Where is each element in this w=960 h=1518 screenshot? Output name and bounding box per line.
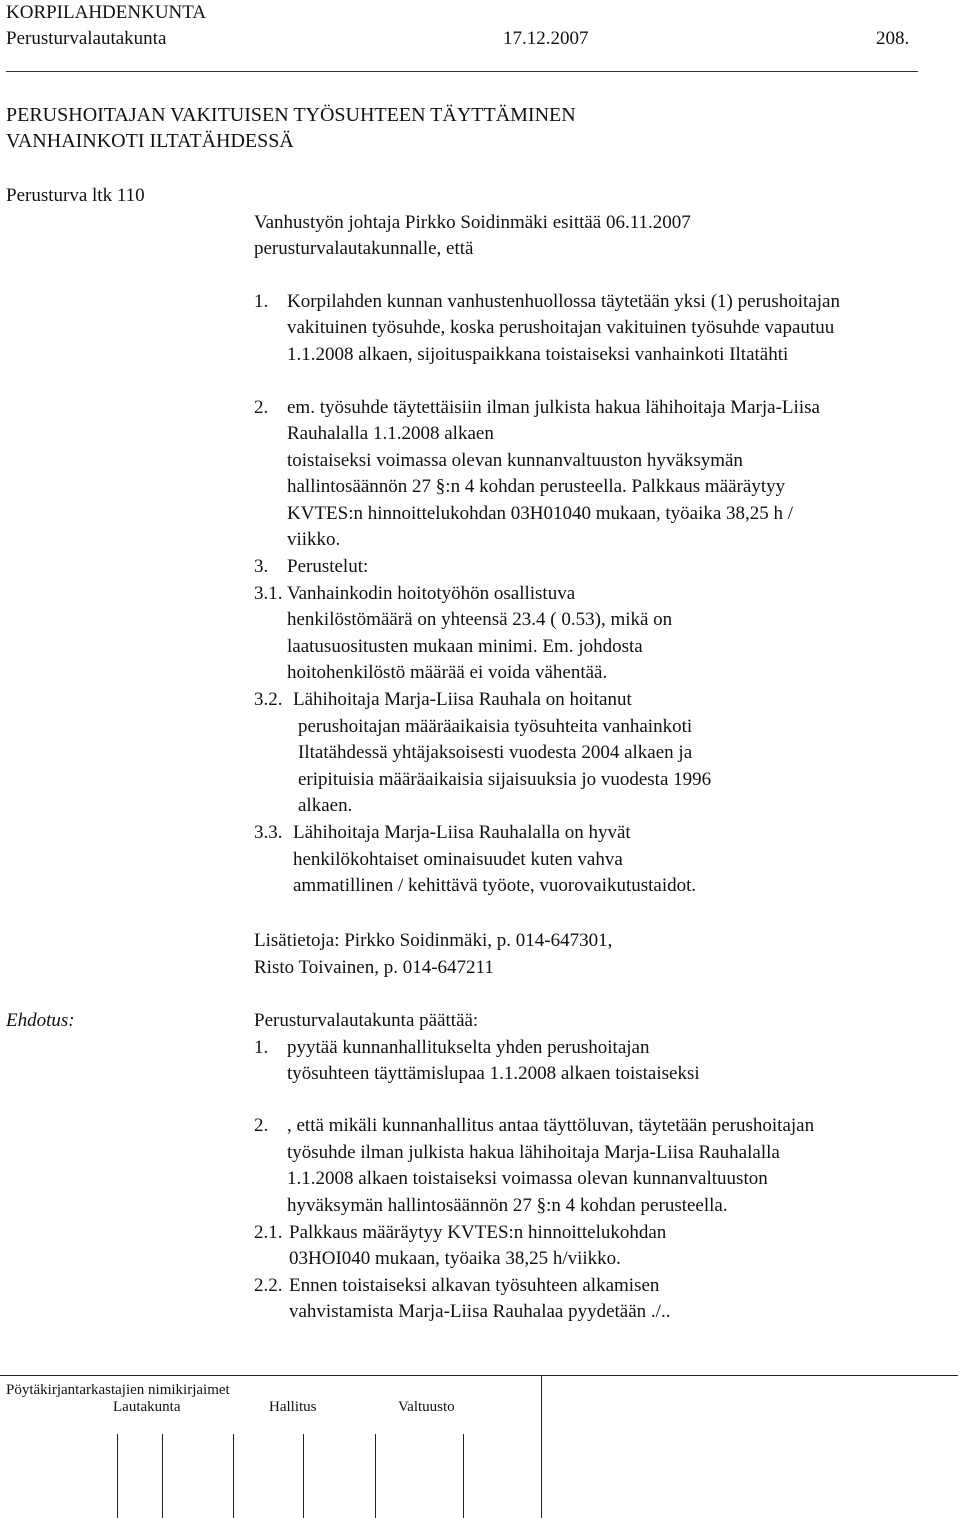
item2-line6: viikko. (287, 529, 341, 550)
item3-3-number: 3.3. (254, 822, 283, 843)
proposal-2-2-line1: Ennen toistaiseksi alkavan työsuhteen alkamisen (289, 1275, 660, 1296)
proposal-label: Ehdotus: (6, 1010, 75, 1031)
item3-3-line1: Lähihoitaja Marja-Liisa Rauhalalla on hyvät (293, 822, 631, 843)
item1-line1: Korpilahden kunnan vanhustenhuollossa täytetään yksi (1) perushoitajan (287, 291, 840, 312)
item3-number: 3. (254, 556, 269, 577)
proposal-1-line1: pyytää kunnanhallitukselta yhden perushoitajan (287, 1037, 650, 1058)
proposal-2-line4: hyväksymän hallintosäännön 27 §:n 4 kohdan perusteella. (287, 1195, 728, 1216)
proposal-2-number: 2. (254, 1115, 269, 1136)
item3-1-line2: henkilöstömäärä on yhteensä 23.4 ( 0.53), mikä on (287, 609, 673, 630)
proposal-2-line3: 1.1.2008 alkaen toistaiseksi voimassa olevan kunnanvaltuuston (287, 1168, 768, 1189)
signature-line-2 (162, 1434, 163, 1518)
footer-separator (541, 1376, 542, 1518)
footer-title: Pöytäkirjantarkastajien nimikirjaimet (6, 1382, 230, 1398)
proposal-2-2-number: 2.2. (254, 1275, 283, 1296)
item1-line2: vakituinen työsuhde, koska perushoitajan vakituinen työsuhde vapautuu (287, 317, 835, 338)
item3-2-line1: Lähihoitaja Marja-Liisa Rauhala on hoitanut (293, 689, 632, 710)
proposal-2-line1: , että mikäli kunnanhallitus antaa täyttöluvan, täytetään perushoitajan (287, 1115, 815, 1136)
item3-2-line3: Iltatähdessä yhtäjaksoisesti vuodesta 2004 alkaen ja (298, 742, 693, 763)
intro-line2: perusturvalautakunnalle, että (254, 238, 474, 259)
footer-col-hallitus: Hallitus (269, 1399, 317, 1415)
contact-line2: Risto Toivainen, p. 014-647211 (254, 957, 494, 978)
item2-line1: em. työsuhde täytettäisiin ilman julkista hakua lähihoitaja Marja-Liisa (287, 397, 820, 418)
item2-line3: toistaiseksi voimassa olevan kunnanvaltuuston hyväksymän (287, 450, 743, 471)
page-number: 208. (876, 28, 910, 49)
proposal-2-1-number: 2.1. (254, 1222, 283, 1243)
document-title-line1: PERUSHOITAJAN VAKITUISEN TYÖSUHTEEN TÄYTTÄMINEN (6, 104, 576, 126)
item3-2-number: 3.2. (254, 689, 283, 710)
proposal-2-2-line2: vahvistamista Marja-Liisa Rauhalaa pyydetään ./.. (289, 1301, 671, 1322)
item3-1-number: 3.1. (254, 583, 283, 604)
proposal-2-line2: työsuhde ilman julkista hakua lähihoitaja Marja-Liisa Rauhalalla (287, 1142, 780, 1163)
item2-line4: hallintosäännön 27 §:n 4 kohdan perusteella. Palkkaus määräytyy (287, 476, 786, 497)
intro-line1: Vanhustyön johtaja Pirkko Soidinmäki esittää 06.11.2007 (254, 212, 691, 233)
footer-col-lautakunta: Lautakunta (113, 1399, 181, 1415)
item2-line5: KVTES:n hinnoittelukohdan 03H01040 mukaan, työaika 38,25 h / (287, 503, 794, 524)
signature-line-1 (117, 1434, 118, 1518)
item3-1-line3: laatusuositusten mukaan minimi. Em. johdosta (287, 636, 643, 657)
proposal-2-1-line2: 03HOI040 mukaan, työaika 38,25 h/viikko. (289, 1248, 621, 1269)
section-reference: Perusturva ltk 110 (6, 185, 145, 206)
item3-label: Perustelut: (287, 556, 369, 577)
item1-number: 1. (254, 291, 269, 312)
signature-line-6 (463, 1434, 464, 1518)
proposal-2-1-line1: Palkkaus määräytyy KVTES:n hinnoittelukohdan (289, 1222, 667, 1243)
proposal-heading: Perusturvalautakunta päättää: (254, 1010, 479, 1031)
header-rule (6, 71, 918, 72)
signature-line-3 (233, 1434, 234, 1518)
organization-name: KORPILAHDENKUNTA (6, 2, 207, 23)
footer-rule (0, 1375, 958, 1376)
item3-2-line4: eripituisia määräaikaisia sijaisuuksia jo vuodesta 1996 (298, 769, 712, 790)
footer-col-valtuusto: Valtuusto (398, 1399, 455, 1415)
contact-line1: Lisätietoja: Pirkko Soidinmäki, p. 014-647301, (254, 930, 613, 951)
item3-1-line4: hoitohenkilöstö määrää ei voida vähentää. (287, 662, 608, 683)
item2-line2: Rauhalalla 1.1.2008 alkaen (287, 423, 494, 444)
item3-2-line2: perushoitajan määräaikaisia työsuhteita vanhainkoti (298, 716, 693, 737)
board-name: Perusturvalautakunta (6, 28, 167, 49)
signature-line-4 (303, 1434, 304, 1518)
item1-line3: 1.1.2008 alkaen, sijoituspaikkana toistaiseksi vanhainkoti Iltatähti (287, 344, 789, 365)
meeting-date: 17.12.2007 (503, 28, 589, 49)
document-title-line2: VANHAINKOTI ILTATÄHDESSÄ (6, 130, 294, 152)
item3-3-line2: henkilökohtaiset ominaisuudet kuten vahva (293, 849, 623, 870)
item2-number: 2. (254, 397, 269, 418)
item3-3-line3: ammatillinen / kehittävä työote, vuorovaikutustaidot. (293, 875, 697, 896)
proposal-1-line2: työsuhteen täyttämislupaa 1.1.2008 alkaen toistaiseksi (287, 1063, 700, 1084)
item3-1-line1: Vanhainkodin hoitotyöhön osallistuva (287, 583, 576, 604)
signature-line-5 (375, 1434, 376, 1518)
item3-2-line5: alkaen. (298, 795, 353, 816)
proposal-1-number: 1. (254, 1037, 269, 1058)
